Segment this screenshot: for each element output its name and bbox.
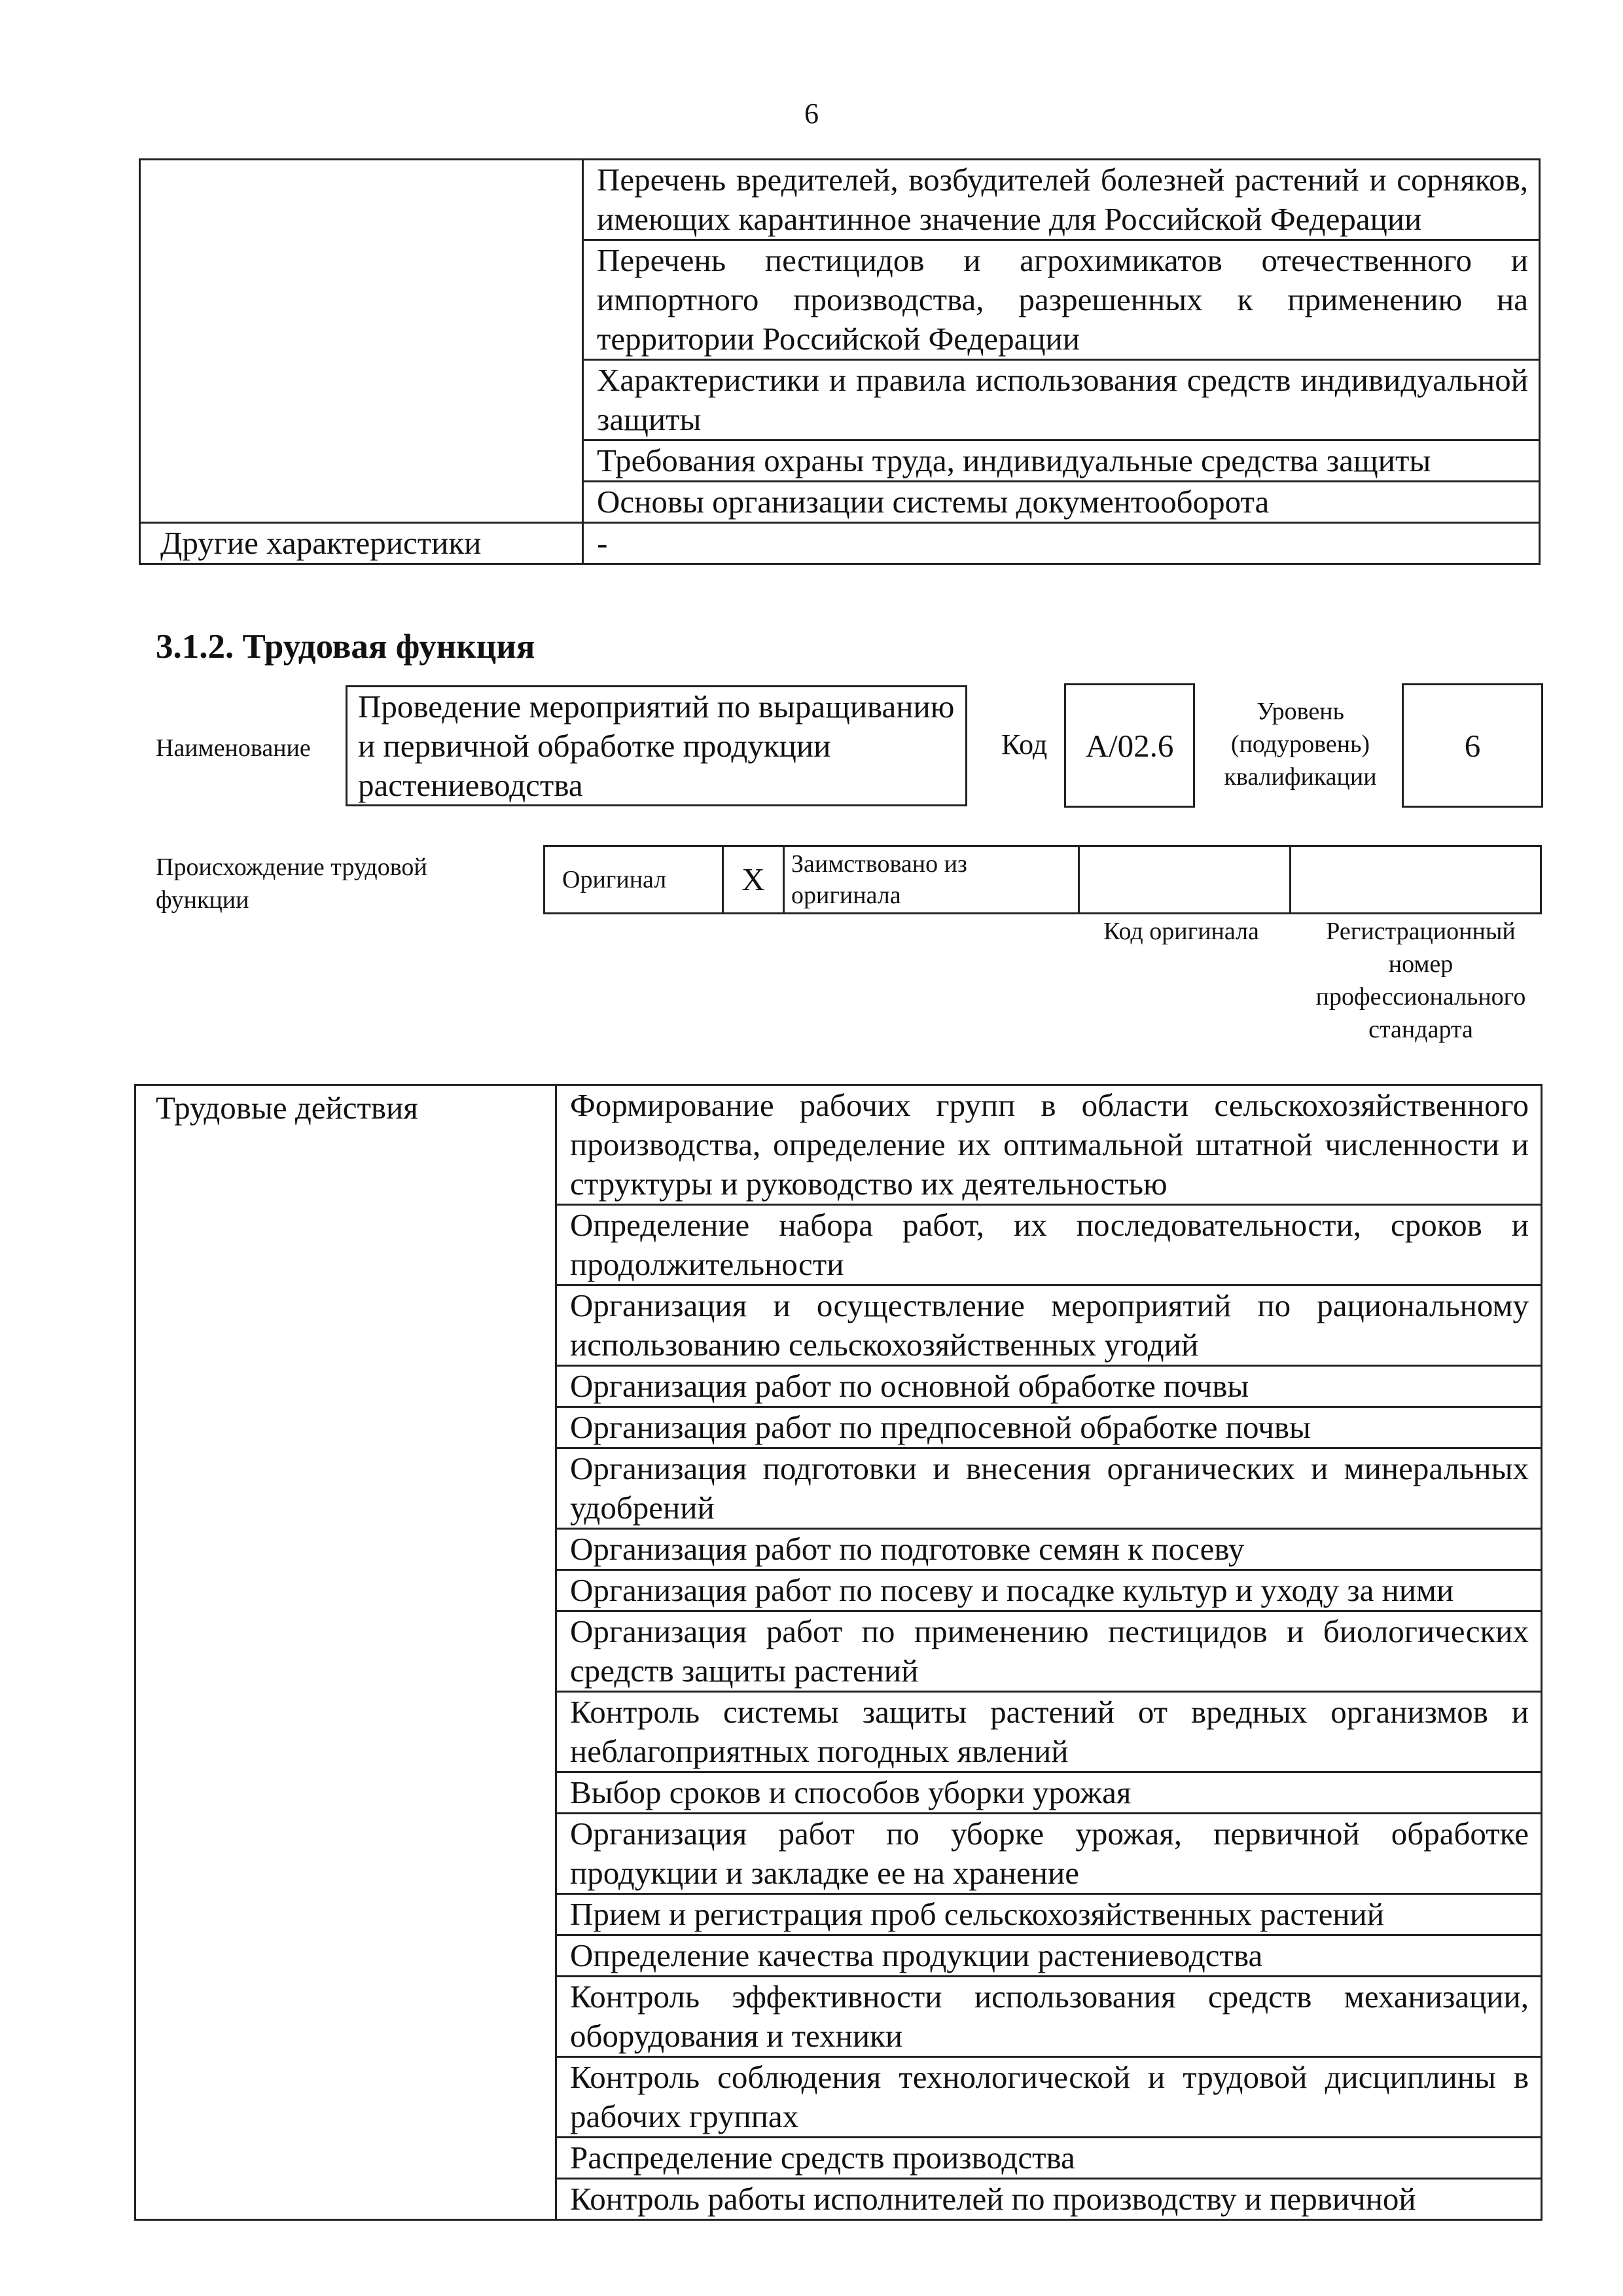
code-value-box: А/02.6 (1064, 683, 1195, 808)
labor-actions-label: Трудовые действия (135, 1085, 556, 2220)
code-original-cell (1079, 846, 1291, 914)
origin-table (543, 845, 1542, 914)
name-label: Наименование (156, 734, 311, 762)
code-original-caption: Код оригинала (1103, 918, 1259, 945)
level-value-box: 6 (1402, 683, 1543, 808)
other-characteristics-value: - (583, 523, 1540, 564)
table-cell: Организация и осуществление мероприятий по рациональному использованию сельскохозяйственных угодий (556, 1285, 1542, 1366)
table-row (135, 1085, 1542, 1205)
original-mark: X (723, 846, 784, 914)
section-heading: 3.1.2. Трудовая функция (156, 628, 535, 666)
table-cell: Контроль соблюдения технологической и трудовой дисциплины в рабочих группах (556, 2057, 1542, 2138)
table-cell: Организация работ по посеву и посадке культур и уходу за ними (556, 1570, 1542, 1611)
table-cell: Организация работ по основной обработке почвы (556, 1366, 1542, 1407)
origin-label: Происхождение трудовой функции (156, 853, 427, 914)
table-cell: Характеристики и правила использования средств индивидуальной защиты (583, 360, 1540, 440)
knowledge-table-continued (139, 158, 1541, 565)
table-row (140, 160, 1540, 240)
table-cell: Прием и регистрация проб сельскохозяйственных растений (556, 1894, 1542, 1935)
table-cell: Основы организации системы документооборота (583, 482, 1540, 523)
table-cell: Формирование рабочих групп в области сельскохозяйственного производства, определение их оптимальной штатной численности и структуры и руководство их деятельностью (556, 1085, 1542, 1205)
function-name-box: Проведение мероприятий по выращиванию и первичной обработке продукции растениеводства (346, 685, 967, 806)
other-characteristics-label: Другие характеристики (140, 523, 583, 564)
table-cell: Определение качества продукции растениеводства (556, 1935, 1542, 1977)
table-cell: Контроль эффективности использования средств механизации, оборудования и техники (556, 1977, 1542, 2057)
borrowed-label: Заимствовано из оригинала (784, 846, 1079, 914)
table-cell: Организация работ по предпосевной обработке почвы (556, 1407, 1542, 1448)
page-number: 6 (804, 98, 819, 130)
table-cell: Организация работ по подготовке семян к посеву (556, 1529, 1542, 1570)
table-cell: Контроль работы исполнителей по производству и первичной (556, 2179, 1542, 2220)
table-cell: Контроль системы защиты растений от вредных организмов и неблагоприятных погодных явлений (556, 1692, 1542, 1772)
reg-number-caption: Регистрационный номер профессионального стандарта (1315, 918, 1526, 1043)
table-cell: Организация работ по применению пестицидов и биологических средств защиты растений (556, 1611, 1542, 1692)
table-cell: Перечень вредителей, возбудителей болезней растений и сорняков, имеющих карантинное значение для Российской Федерации (583, 160, 1540, 240)
table-cell: Распределение средств производства (556, 2138, 1542, 2179)
labor-actions-table (134, 1084, 1543, 2221)
level-label: Уровень (подуровень) квалификации (1224, 698, 1377, 791)
table-cell: Перечень пестицидов и агрохимикатов отечественного и импортного производства, разрешенных к применению на территории Российской Федерации (583, 240, 1540, 360)
table-cell: Организация работ по уборке урожая, первичной обработке продукции и закладке ее на хранение (556, 1814, 1542, 1894)
code-label: Код (1001, 728, 1048, 761)
table-cell-empty (140, 160, 583, 523)
table-row (140, 523, 1540, 564)
table-cell: Организация подготовки и внесения органических и минеральных удобрений (556, 1448, 1542, 1529)
table-cell: Требования охраны труда, индивидуальные средства защиты (583, 440, 1540, 482)
original-label: Оригинал (544, 846, 723, 914)
table-row (544, 846, 1541, 914)
table-cell: Определение набора работ, их последовательности, сроков и продолжительности (556, 1205, 1542, 1285)
reg-number-cell (1291, 846, 1541, 914)
table-cell: Выбор сроков и способов уборки урожая (556, 1772, 1542, 1814)
